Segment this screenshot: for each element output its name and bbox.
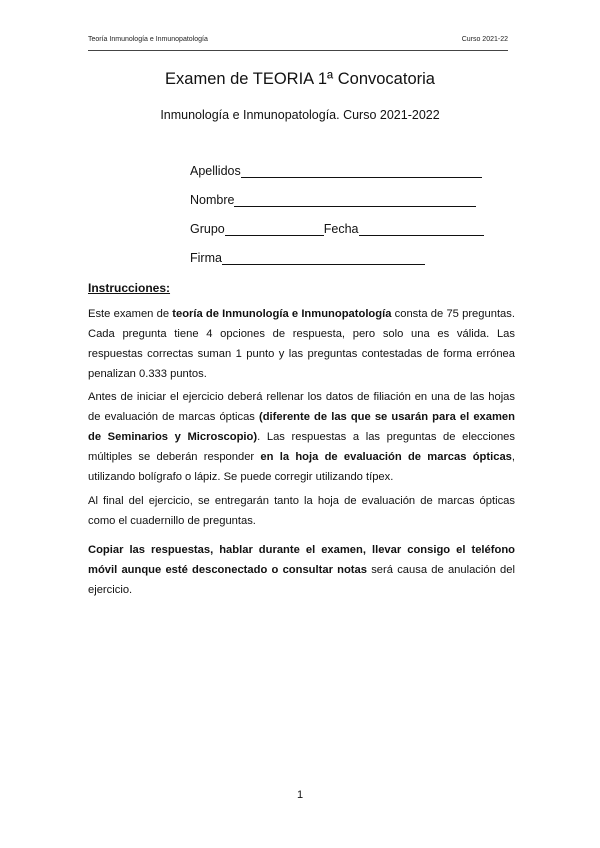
page-subtitle: Inmunología e Inmunopatología. Curso 2021-2022 [160,108,440,122]
apellidos-field[interactable] [190,164,482,178]
instructions-paragraph-4: Copiar las respuestas, hablar durante el examen, llevar consigo el teléfono móvil aunque esté desconectado o consultar notas será causa de anulación del ejercicio. [88,544,515,596]
grupo-line[interactable] [225,223,324,236]
instructions-paragraph-1: Este examen de teoría de Inmunología e Inmunopatología consta de 75 preguntas. Cada pregunta tiene 4 opciones de respuesta, pero solo una es válida. Las respuestas correctas suman 1 punto y las preguntas contestadas de forma errónea penalizan 0.333 puntos. [88,308,515,380]
fecha-label: Fecha [323,222,359,236]
grupo-label: Grupo [190,222,225,236]
apellidos-label: Apellidos [190,164,241,178]
header-divider [88,50,508,51]
page-title: Examen de TEORIA 1ª Convocatoria [165,70,435,88]
nombre-line[interactable] [234,194,476,207]
firma-label: Firma [190,251,222,265]
apellidos-line[interactable] [241,165,482,178]
nombre-label: Nombre [190,193,235,207]
firma-field[interactable] [190,251,425,265]
nombre-field[interactable] [190,193,476,207]
instructions-paragraph-2: Antes de iniciar el ejercicio deberá rellenar los datos de filiación en una de las hojas de evaluación de marcas ópticas (diferente de las que se usarán para el examen de Seminarios y Microscopio). Las respuestas a las preguntas de elecciones múltiples se deberán responder en la hoja de evaluación de marcas ópticas, utilizando bolígrafo o lápiz. Se puede corregir utilizando típex. [88,391,516,483]
fecha-line[interactable] [359,223,484,236]
page-number: 1 [296,789,304,801]
instructions-heading: Instrucciones: [88,281,171,295]
instructions-paragraph-3: Al final del ejercicio, se entregarán tanto la hoja de evaluación de marcas ópticas como el cuadernillo de preguntas. [88,495,515,527]
grupo-fecha-field[interactable] [190,222,484,236]
header-left: Teoría Inmunología e Inmunopatología [88,36,208,43]
firma-line[interactable] [222,252,425,265]
header-right: Curso 2021-22 [461,36,508,43]
